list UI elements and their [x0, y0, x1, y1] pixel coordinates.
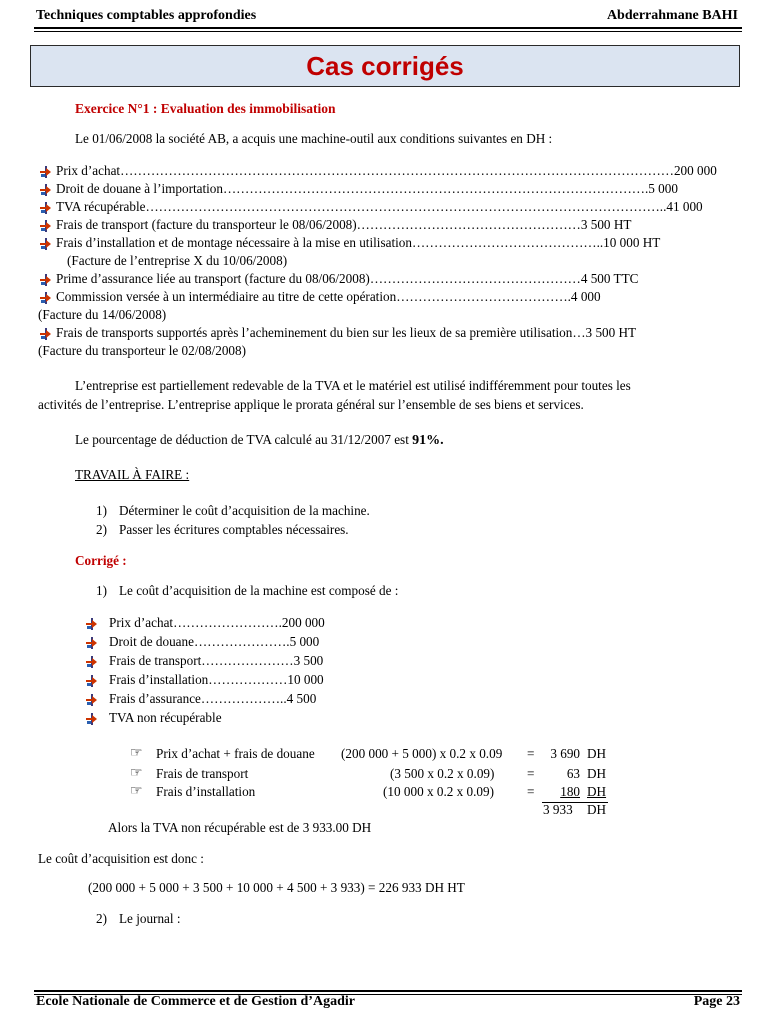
condition-item: Prix d’achat………………………………………………………………………………………………………………200 000 [56, 163, 717, 178]
arrow-bullet-icon [40, 202, 52, 214]
condition-item: Frais de transports supportés après l’acheminement du bien sur les lieux de sa première utilisation…3 500 HT [56, 325, 637, 340]
header-rule [34, 27, 742, 29]
arrow-bullet-icon [40, 166, 52, 178]
header-rule-thin [34, 31, 742, 32]
arrow-bullet-icon [86, 618, 98, 630]
work-item-text: Déterminer le coût d’acquisition de la machine. [119, 503, 370, 518]
tva-value: 3 690 [550, 746, 580, 761]
header-title: Techniques comptables approfondies [36, 8, 257, 23]
arrow-bullet-icon [40, 184, 52, 196]
header-author: Abderrahmane BAHI [606, 8, 738, 23]
footer-page-number: Page 23 [693, 994, 740, 1009]
tva-label: Frais d’installation [156, 784, 256, 799]
tva-equals: = [527, 746, 535, 761]
cost-item: Frais d’installation………………10 000 [109, 672, 324, 687]
step-2 [96, 911, 181, 927]
paragraph-line: activités de l’entreprise. L’entreprise applique le prorata général sur l’ensemble de ses biens et services. [38, 397, 584, 412]
footer-school: Ecole Nationale de Commerce et de Gestion d’Agadir [36, 994, 355, 1009]
tva-conclusion: Alors la TVA non récupérable est de 3 933.00 DH [108, 820, 372, 835]
arrow-bullet-icon [40, 292, 52, 304]
arrow-bullet-icon [86, 675, 98, 687]
condition-item: (Facture du transporteur le 02/08/2008) [38, 343, 247, 358]
condition-item: TVA récupérable………………………………………………………………………………………………………..41 000 [56, 199, 703, 214]
banner-title: Cas corrigés [306, 50, 464, 81]
cost-conclusion-label: Le coût d’acquisition est donc : [38, 851, 204, 866]
tva-formula: (10 000 x 0.2 x 0.09) [383, 784, 494, 799]
banner [30, 45, 740, 87]
tva-total-value: 3 933 [543, 802, 573, 817]
arrow-bullet-icon [40, 220, 52, 232]
condition-item: Prime d’assurance liée au transport (facture du 08/06/2008)…………………………………………4 500 TTC [56, 271, 639, 286]
tva-formula: (200 000 + 5 000) x 0.2 x 0.09 [341, 746, 503, 761]
tva-equals: = [527, 784, 535, 799]
cost-item: Frais de transport…………………3 500 [109, 653, 324, 668]
cost-item: Droit de douane………………….5 000 [109, 634, 320, 649]
work-item-text: Passer les écritures comptables nécessaires. [119, 522, 349, 537]
work-heading: TRAVAIL À FAIRE : [75, 467, 190, 482]
tva-unit: DH [587, 746, 607, 761]
tva-unit: DH [587, 784, 607, 799]
deduction-text: Le pourcentage de déduction de TVA calculé au 31/12/2007 est [75, 432, 413, 447]
tva-formula: (3 500 x 0.2 x 0.09) [390, 766, 495, 781]
paragraph-line: L’entreprise est partiellement redevable de la TVA et le matériel est utilisé indifféremment pour toutes les [75, 378, 631, 393]
tva-label: Prix d’achat + frais de douane [156, 746, 315, 761]
step-text: Le coût d’acquisition de la machine est composé de : [119, 583, 399, 598]
cost-item: Frais d’assurance………………..4 500 [109, 691, 317, 706]
tva-label: Frais de transport [156, 766, 249, 781]
footer-rule [34, 990, 742, 992]
arrow-bullet-icon [86, 637, 98, 649]
tva-equals: = [527, 766, 535, 781]
cost-item: TVA non récupérable [109, 710, 222, 725]
intro-text: Le 01/06/2008 la société AB, a acquis une machine-outil aux conditions suivantes en DH : [75, 131, 553, 146]
corrige-label: Corrigé : [75, 553, 127, 568]
work-item-number: 1) [96, 503, 107, 518]
deduction-line [75, 432, 444, 449]
exercise-title: Exercice N°1 : Evaluation des immobilisation [75, 101, 336, 116]
arrow-bullet-icon [40, 274, 52, 286]
step-text: Le journal : [119, 911, 181, 926]
tva-unit: DH [587, 766, 607, 781]
arrow-bullet-icon [86, 656, 98, 668]
hand-pointer-icon: ☞ [130, 784, 143, 799]
arrow-bullet-icon [86, 694, 98, 706]
condition-item: Frais de transport (facture du transporteur le 08/06/2008)……………………………………………3 500 HT [56, 217, 632, 232]
work-item [96, 522, 349, 538]
hand-pointer-icon: ☞ [130, 766, 143, 781]
work-item-number: 2) [96, 522, 107, 537]
condition-item: Frais d’installation et de montage nécessaire à la mise en utilisation……………………………………..10 000 HT [56, 235, 661, 250]
cost-item: Prix d’achat…………………….200 000 [109, 615, 325, 630]
condition-item: (Facture de l’entreprise X du 10/06/2008) [67, 253, 288, 268]
tva-value: 63 [566, 766, 580, 781]
deduction-value: 91%. [412, 433, 444, 448]
tva-value: 180 [560, 784, 580, 799]
step-1 [96, 583, 399, 599]
arrow-bullet-icon [40, 328, 52, 340]
arrow-bullet-icon [40, 238, 52, 250]
tva-total-unit: DH [587, 802, 607, 817]
condition-item: Commission versée à un intermédiaire au titre de cette opération………………………………….4 000 [56, 289, 601, 304]
step-number: 2) [96, 911, 107, 926]
work-item [96, 503, 370, 519]
cost-formula: (200 000 + 5 000 + 3 500 + 10 000 + 4 500 + 3 933) = 226 933 DH HT [88, 880, 465, 895]
step-number: 1) [96, 583, 107, 598]
condition-item: Droit de douane à l’importation…………………………………………………………………………………….5 000 [56, 181, 678, 196]
arrow-bullet-icon [86, 713, 98, 725]
condition-item: (Facture du 14/06/2008) [38, 307, 167, 322]
hand-pointer-icon: ☞ [130, 746, 143, 761]
